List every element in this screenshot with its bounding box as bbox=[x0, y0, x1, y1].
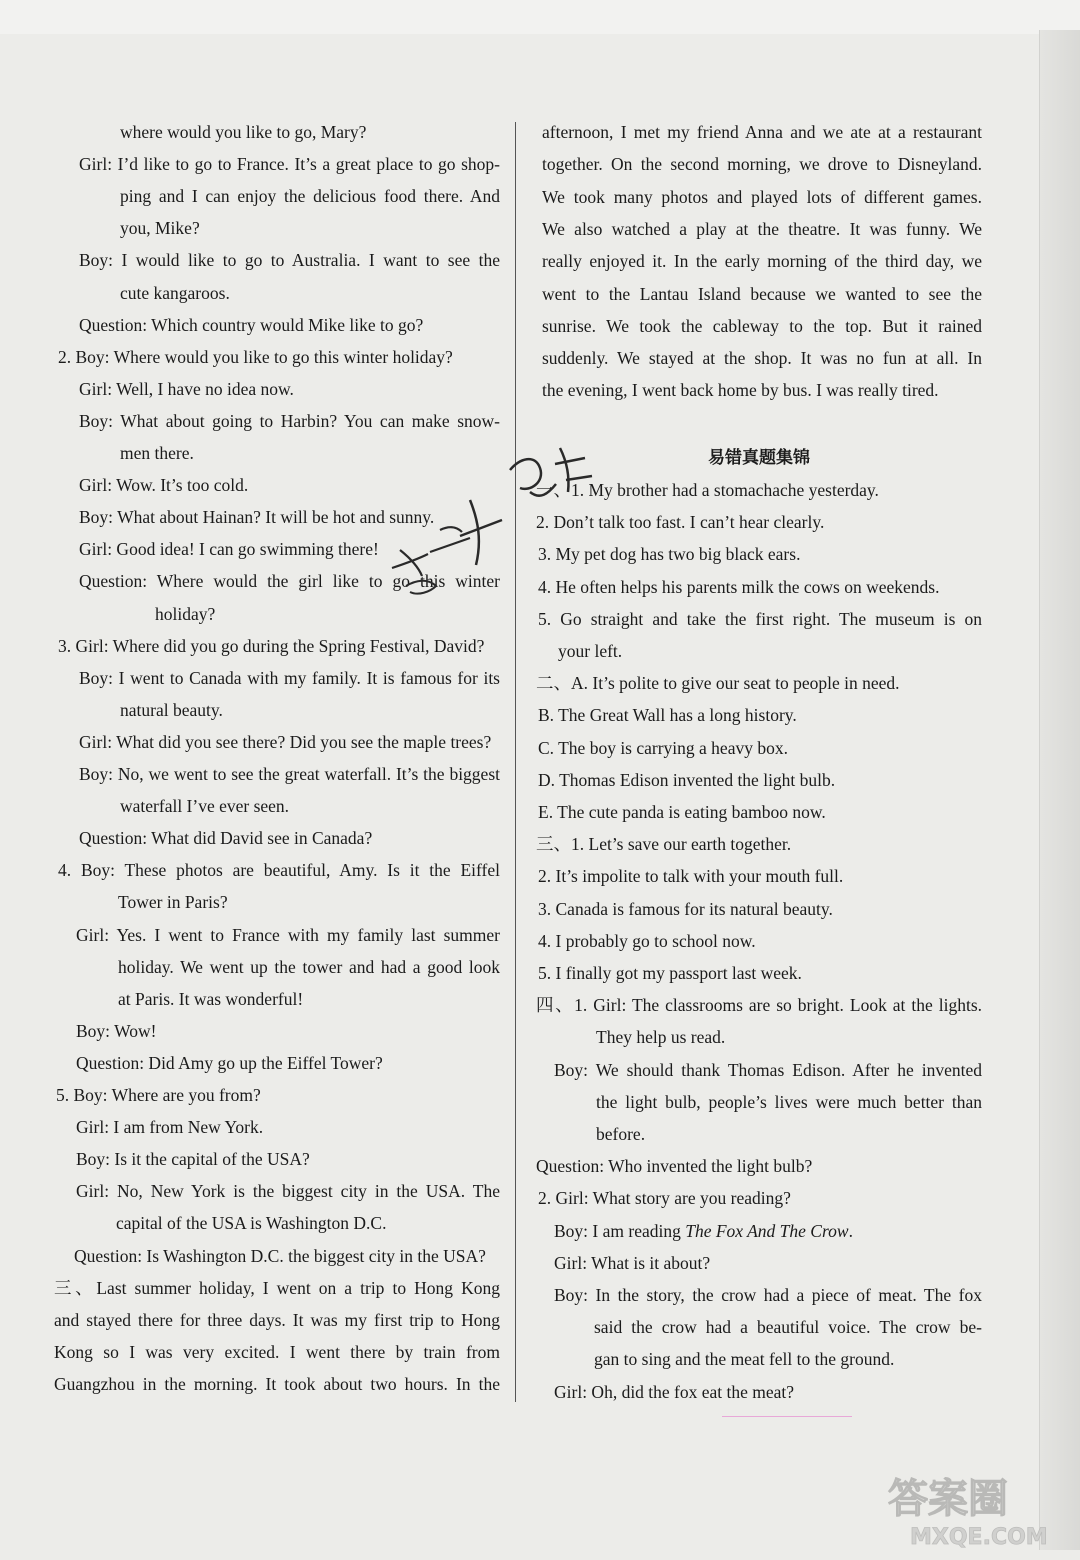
text-line: B. The Great Wall has a long history. bbox=[538, 705, 797, 726]
text-line: They help us read. bbox=[596, 1027, 726, 1048]
text-line: Kong so I was very excited. I went there by train from bbox=[54, 1341, 500, 1362]
text-line: Girl: I am from New York. bbox=[76, 1117, 264, 1138]
text-line: Girl: What did you see there? Did you see the maple trees? bbox=[79, 731, 492, 752]
text-line: Girl: Well, I have no idea now. bbox=[79, 378, 294, 399]
text-line: at Paris. It was wonderful! bbox=[118, 988, 304, 1009]
text-line: Boy: In the story, the crow had a piece of meat. The fox bbox=[554, 1285, 982, 1305]
section-title: 易错真题集锦 bbox=[708, 448, 810, 468]
text-line: before. bbox=[596, 1124, 646, 1144]
text-line: 2. Boy: Where would you like to go this winter holiday? bbox=[58, 346, 453, 367]
text-line: where would you like to go, Mary? bbox=[120, 122, 367, 142]
text-line: Girl: Oh, did the fox eat the meat? bbox=[554, 1381, 795, 1402]
text-line: and stayed there for three days. It was my first trip to Hong bbox=[54, 1309, 500, 1330]
text-line: Boy: Is it the capital of the USA? bbox=[76, 1149, 310, 1170]
text-line: 四、1. Girl: The classrooms are so bright. Look at the lights. bbox=[536, 995, 982, 1016]
text-line: said the crow had a beautiful voice. The crow be- bbox=[594, 1317, 982, 1338]
text-line: 一、1. My brother had a stomachache yesterday. bbox=[536, 480, 879, 500]
handwritten-scribble bbox=[370, 440, 600, 610]
text-line: 2. Girl: What story are you reading? bbox=[538, 1188, 791, 1209]
text-line: Boy: No, we went to see the great waterfall. It’s the biggest bbox=[79, 764, 500, 784]
text-line: Boy: I am reading The Fox And The Crow. bbox=[554, 1220, 853, 1241]
text-line: gan to sing and the meat fell to the ground. bbox=[594, 1349, 895, 1370]
text-line: Boy: Wow! bbox=[76, 1020, 157, 1041]
text-line: 5. Go straight and take the first right. The museum is on bbox=[538, 608, 982, 629]
text-line: afternoon, I met my friend Anna and we ate at a restaurant bbox=[542, 122, 982, 142]
text-line: capital of the USA is Washington D.C. bbox=[116, 1213, 387, 1234]
text-line: 5. I finally got my passport last week. bbox=[538, 963, 802, 983]
text-line: 4. Boy: These photos are beautiful, Amy. Is it the Eiffel bbox=[58, 860, 500, 881]
text-line: Girl: What is it about? bbox=[554, 1252, 711, 1273]
text-line: Question: Which country would Mike like to go? bbox=[79, 314, 424, 335]
text-line: holiday? bbox=[155, 603, 216, 624]
text-line: Boy: I went to Canada with my family. It is famous for its bbox=[79, 667, 500, 688]
text-line: 2. It’s impolite to talk with your mouth full. bbox=[538, 866, 844, 887]
text-line: your left. bbox=[558, 641, 623, 661]
text-line: Boy: What about going to Harbin? You can make snow- bbox=[79, 410, 500, 431]
text-line: sunrise. We took the cableway to the top. But it rained bbox=[542, 315, 982, 336]
text-line: Girl: Good idea! I can go swimming there! bbox=[79, 539, 379, 560]
text-line: Guangzhou in the morning. It took about two hours. In the bbox=[54, 1373, 500, 1394]
text-line: suddenly. We stayed at the shop. It was no fun at all. In bbox=[542, 348, 982, 369]
text-line: 3. Canada is famous for its natural beauty. bbox=[538, 898, 833, 919]
text-line: Girl: Wow. It’s too cold. bbox=[79, 475, 249, 496]
book-title: The Fox And The Crow bbox=[685, 1220, 849, 1241]
text-line: We also watched a play at the theatre. It was funny. We bbox=[542, 218, 982, 239]
text-line: Question: Who invented the light bulb? bbox=[536, 1156, 813, 1177]
text-line: 3. Girl: Where did you go during the Spring Festival, David? bbox=[58, 635, 485, 656]
text-line: you, Mike? bbox=[120, 218, 200, 239]
site-watermark-logo bbox=[880, 1466, 1070, 1550]
text-line: 2. Don’t talk too fast. I can’t hear clearly. bbox=[536, 512, 825, 533]
text-line: C. The boy is carrying a heavy box. bbox=[538, 737, 788, 758]
column-divider bbox=[515, 122, 516, 1402]
text-line: Question: Where would the girl like to go this winter bbox=[79, 571, 500, 592]
text-line: holiday. We went up the tower and had a good look bbox=[118, 956, 500, 977]
text-line: Question: Did Amy go up the Eiffel Tower? bbox=[76, 1052, 383, 1073]
watermark-sub-text: MXQE.COM bbox=[910, 1525, 1048, 1550]
text-line: E. The cute panda is eating bamboo now. bbox=[538, 802, 826, 822]
text-line: men there. bbox=[120, 443, 194, 463]
text-line: Girl: Yes. I went to France with my family last summer bbox=[76, 924, 500, 945]
text-line: 4. I probably go to school now. bbox=[538, 930, 756, 951]
text-line: went to the Lantau Island because we wanted to see the bbox=[542, 283, 982, 304]
page-top-edge bbox=[0, 0, 1080, 34]
text-line: 二、A. It’s polite to give our seat to people in need. bbox=[536, 673, 900, 694]
text-line: Question: What did David see in Canada? bbox=[79, 828, 373, 849]
text-line: the evening, I went back home by bus. I was really tired. bbox=[542, 380, 939, 401]
text-line: 三、Last summer holiday, I went on a trip to Hong Kong bbox=[54, 1277, 500, 1298]
text-line: the light bulb, people’s lives were much better than bbox=[596, 1091, 982, 1112]
text-line: We took many photos and played lots of different games. bbox=[542, 186, 982, 207]
text-line: Girl: No, New York is the biggest city in the USA. The bbox=[76, 1181, 500, 1202]
text-line: Boy: I would like to go to Australia. I want to see the bbox=[79, 250, 500, 271]
text-line: Boy: What about Hainan? It will be hot and sunny. bbox=[79, 507, 435, 528]
text-line: cute kangaroos. bbox=[120, 282, 230, 303]
decorative-line bbox=[722, 1416, 852, 1417]
text-line: 5. Boy: Where are you from? bbox=[56, 1085, 261, 1105]
text-line: Girl: I’d like to go to France. It’s a great place to go shop- bbox=[79, 154, 500, 175]
text-line: waterfall I’ve ever seen. bbox=[120, 796, 290, 817]
watermark-main-text: 答案圈 bbox=[888, 1476, 1008, 1522]
text-line: Boy: We should thank Thomas Edison. After he invented bbox=[554, 1059, 982, 1080]
text-line: 三、1. Let’s save our earth together. bbox=[536, 834, 792, 855]
text-line: ping and I can enjoy the delicious food there. And bbox=[120, 186, 500, 207]
text-line: Tower in Paris? bbox=[118, 892, 228, 913]
text-line: D. Thomas Edison invented the light bulb. bbox=[538, 769, 836, 790]
text-line: 3. My pet dog has two big black ears. bbox=[538, 544, 801, 565]
text-line: Question: Is Washington D.C. the biggest city in the USA? bbox=[74, 1245, 486, 1266]
text-line: together. On the second morning, we drove to Disneyland. bbox=[542, 154, 982, 175]
text-line: 4. He often helps his parents milk the cows on weekends. bbox=[538, 576, 940, 597]
text-line: really enjoyed it. In the early morning of the third day, we bbox=[542, 251, 982, 272]
text-line: natural beauty. bbox=[120, 699, 223, 720]
page-right-edge bbox=[1039, 30, 1080, 1550]
